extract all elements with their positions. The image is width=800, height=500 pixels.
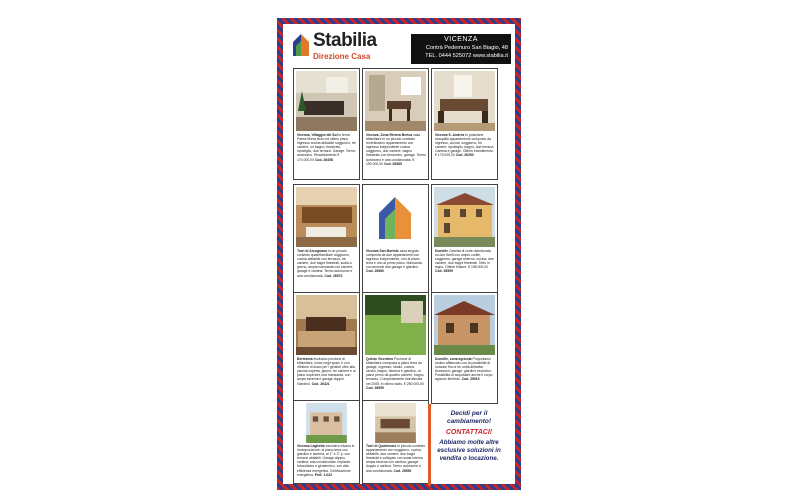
listing-text: in tema Paese libera terzo ed ultimo piano ingresso cucina abitabile soggiorno, tre camere, un bagno, finestrato, ripostiglio, due terrazzi. Garage. Termo autonomo. Riscaldamento (297, 133, 356, 158)
listing-card[interactable] (293, 400, 360, 484)
listing-caption (297, 444, 357, 477)
listing-caption (366, 249, 426, 274)
listing-card[interactable] (293, 292, 360, 404)
listing-photo (296, 403, 357, 443)
listing-text: Proponiamo rustico affiancato con la possibilità di ricavare fino a tre unità abitative. Accessori, garage, giardino esclusivo. Possibilità di acquistare anche il corpo agricolo limitrofo. (435, 357, 493, 382)
listing-code: Cod. 26573 (324, 273, 343, 278)
listing-caption (297, 133, 357, 162)
listing-title: Dueville, zona agricola (435, 357, 472, 361)
promo-accent-bar (428, 404, 431, 486)
listing-card[interactable] (362, 68, 429, 180)
listing-code: Cod. 26458 (314, 157, 333, 162)
listing-photo (296, 71, 357, 131)
advertisement-page (277, 18, 521, 490)
listing-photo (365, 295, 426, 355)
listing-photo (434, 71, 495, 131)
listing-caption (435, 357, 495, 382)
listing-text: Porzione di bifamiliare composta a piano terra da garage, ingresso, studio, cucina, servizi, bagno, taverna e giardino; al piano primo da quattro camere, bagno, terrazzo. Completamente ristrutturata nel 2005, in ottimo stato. (366, 357, 425, 386)
contact-address: Contrà Pedemuro San Biagio, 48 (425, 45, 508, 51)
listing-title: Bertesina (297, 357, 313, 361)
listing-price: € 198.000,00 (468, 265, 488, 270)
listing-code: Cod. 26580 (366, 269, 384, 274)
listing-title: Dueville (435, 249, 449, 253)
listing-card[interactable] (293, 184, 360, 296)
listing-code: Cod. 26599 (435, 269, 453, 274)
listing-text: in un piccolo contesto quadrifamiliare soggiorno, cucina abitabile con terrazzo, tre camere, due bagni finestrati, scala a giorno, ampia mansarda con camere, garage e cantina. Termo autonomo e aria condizionata. (297, 249, 354, 278)
listing-text: casa bifamiliare in un piccolo contesto recentissimo appartamento con ingresso indipendente cucina soggiorno, due camere, bagno finestrato con terrazzino, garage. Termo autonomo e aria condizionata. (366, 133, 426, 162)
promo-box (433, 410, 505, 482)
promo-body: Abbiamo molte altre esclusive soluzioni in vendita o locazione. (437, 439, 501, 462)
listing-text: In posizione tranquilla appartamento composto da ingresso, cucina, soggiorno, tre camere, ripostiglio, bagno, due terrazzi. Cantina e garage. Ottimo investimento. (435, 133, 495, 154)
listing-title: Vicenza Laghetto (297, 444, 325, 448)
listing-title: Vicenza S. Andrea (435, 133, 465, 137)
listing-photo (296, 187, 357, 247)
listing-price: € 190.000,00 (366, 157, 415, 166)
listing-text: esclusivo trivano in ricomposizione, al piano terra con giardino e taverna, al 1° e 2° p. con terrazzi abitabili. Garage doppio, cantina, aria condizionata. Impianto fotovoltaico e geotermico, con alta efficienza energetica. Certificazione energetica. (297, 444, 355, 477)
listing-title: Torri di Quartesolo (366, 444, 397, 448)
listing-title: Vicenza, Zona Riviera Berica (366, 133, 413, 137)
listing-caption (366, 133, 426, 166)
contact-phone-web: TEL. 0444 525072 www.stabilia.it (425, 53, 508, 59)
listing-price: € 250.000,00 (403, 381, 424, 386)
listing-card[interactable] (362, 292, 429, 404)
listing-code: Cod. 26585 (383, 161, 402, 166)
listing-photo-placeholder (365, 187, 426, 247)
listing-code: Cod. 26550 (393, 468, 412, 473)
listing-card[interactable] (293, 68, 360, 180)
listing-code: Cod. 26421 (311, 381, 330, 386)
listing-code: Prof. 1-023 (314, 472, 333, 477)
listing-code: Cod. 26959 (366, 385, 384, 390)
listing-text: in piccolo contesto appartamento con soggiorno, cucina abitabile, due camere, due bagni finestrati e collegato con scala interna ampia taverna con cantina, garage doppio e cantina. Termo autonomo e aria condizionata. (366, 444, 426, 473)
listing-photo (434, 295, 495, 355)
listing-code: Cod. 25915 (461, 377, 480, 382)
listing-title: Quinto Vicentino (366, 357, 394, 361)
listing-card[interactable] (431, 292, 498, 404)
listing-price: € 170.000,00 (297, 153, 340, 162)
listing-photo (365, 71, 426, 131)
listing-card[interactable] (431, 184, 498, 296)
listing-caption (435, 249, 495, 274)
listing-caption (297, 249, 357, 278)
promo-headline: Decidi per il cambiamento! (446, 410, 492, 425)
listing-caption (366, 357, 426, 390)
listing-photo (434, 187, 495, 247)
brand-tagline: Direzione Casa (313, 52, 371, 61)
listing-caption (297, 357, 357, 386)
listing-card[interactable] (362, 400, 429, 484)
house-logo-icon (293, 34, 309, 56)
listing-photo (296, 295, 357, 355)
listing-caption (435, 133, 495, 158)
listing-text: Casetta di corte ristrutturata su due livelli con ampio cortile, soggiorno, garage esterno, cucina, due camere, due bagni finestrati. Tetto in legno. Ottime finiture. (435, 249, 494, 270)
contact-city: VICENZA (444, 36, 478, 43)
listing-title: Torri di Arcugnano (297, 249, 328, 253)
listing-code: Cod. 26250 (455, 153, 474, 158)
listing-price: € 175.000,00 (435, 153, 455, 158)
listing-card[interactable] (362, 184, 429, 296)
listing-text: casa singola composta da due appartamenti con ingresso indipendente, uno al piano terra e uno al primo piano. Mansarda, con annessi due garage e giardino. (366, 249, 423, 270)
brand-name: Stabilia (313, 30, 377, 51)
listing-card[interactable] (431, 68, 498, 180)
listing-photo (365, 403, 426, 443)
contact-box (411, 34, 511, 64)
header (283, 24, 515, 68)
page-inner (283, 24, 515, 484)
listing-caption (366, 444, 426, 473)
listing-text: esclusiva porzione di bifamiliare, unica negli spazi, e con rifiniture di lusso per i genitori oltre alla piscina coperta, giorno, tre camere e al piano superiore una mansarda, con ampio taverna e garage doppio. Giardino. (297, 357, 356, 386)
listing-title: Vicenza San Bortolo (366, 249, 399, 253)
listing-title: Vicenza, Villaggio del Sol (297, 133, 338, 137)
promo-cta[interactable]: CONTATTACI! (445, 429, 493, 436)
